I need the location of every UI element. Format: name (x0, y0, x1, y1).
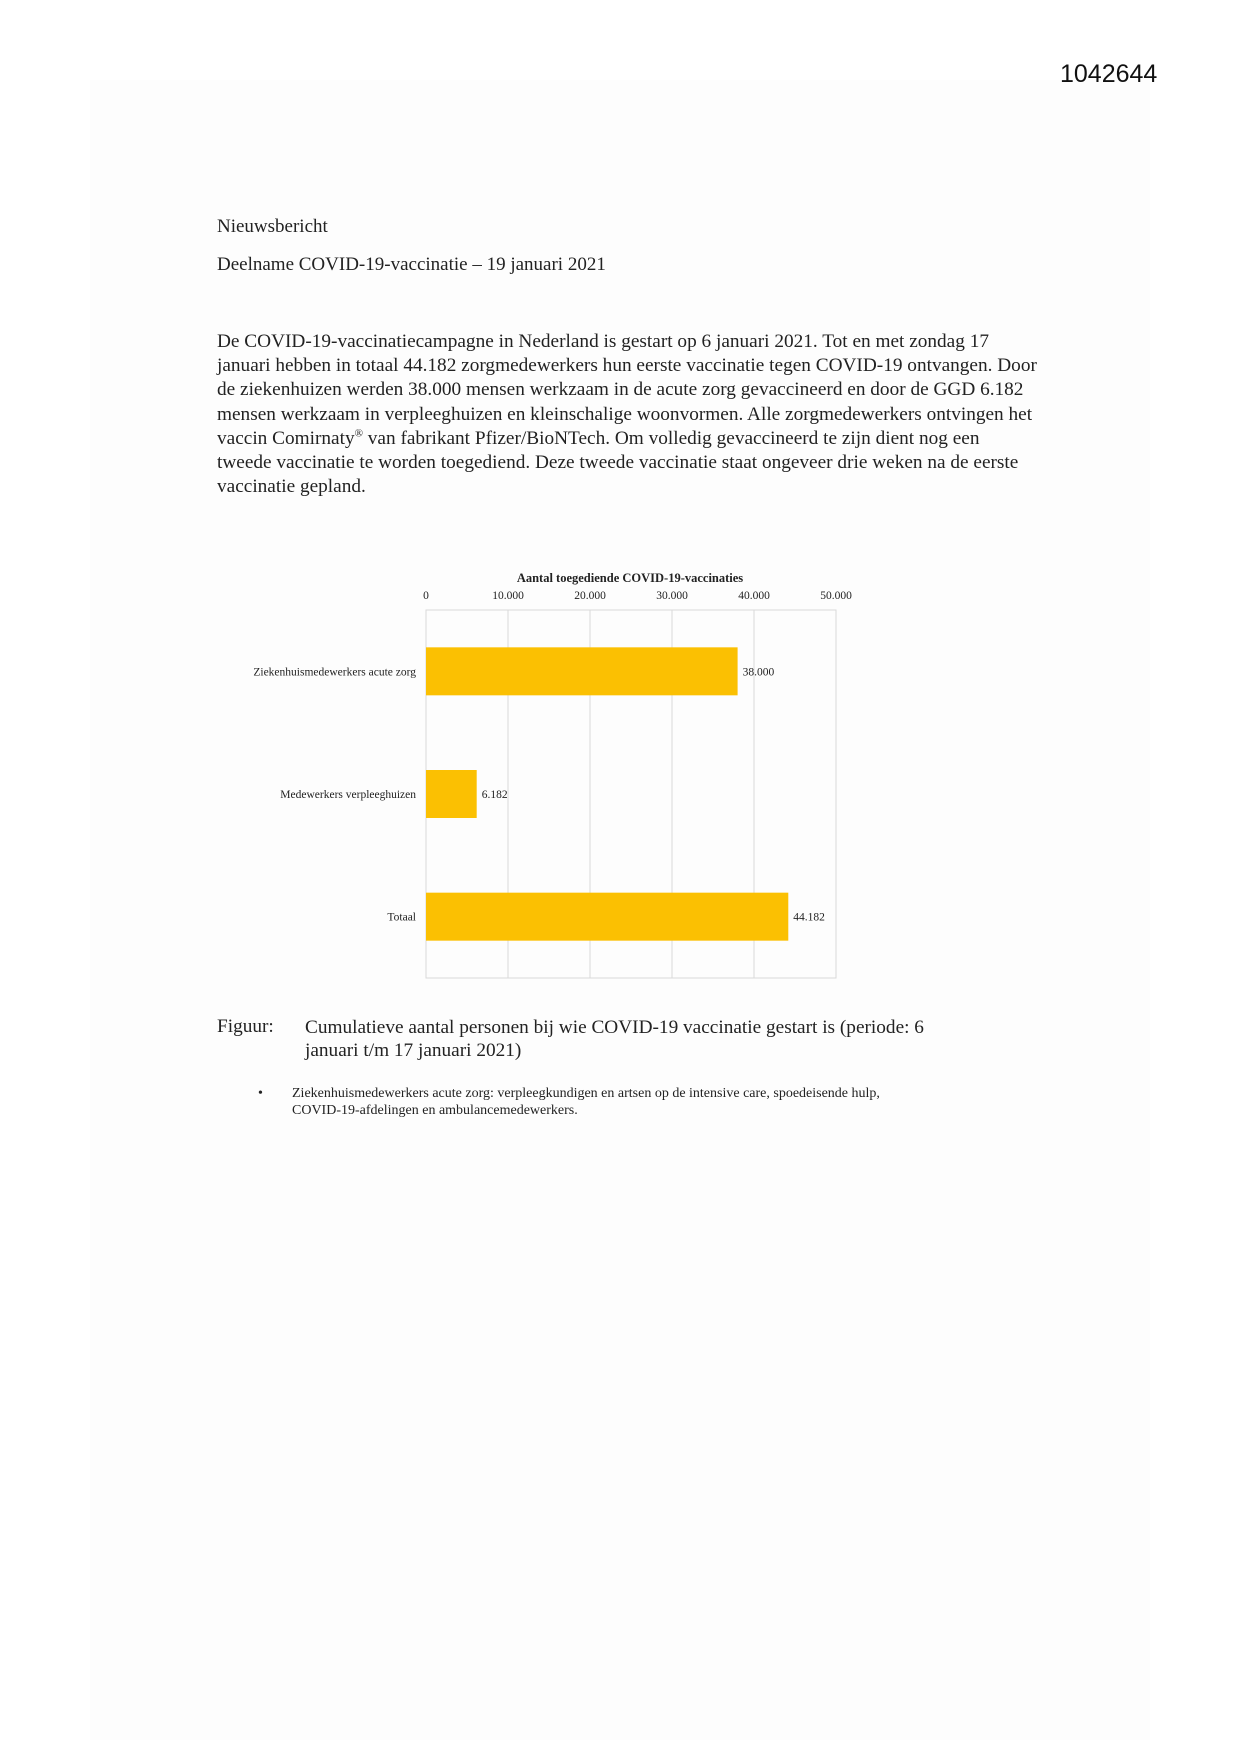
body-paragraph (217, 330, 1037, 499)
category-label: Totaal (387, 911, 416, 924)
document-id: 1042644 (1060, 60, 1158, 88)
bar (426, 647, 738, 695)
data-label: 6.182 (481, 789, 508, 801)
bar (426, 770, 477, 818)
body-paragraph-part2: van fabrikant Pfizer/BioNTech. Om volledig gevaccineerd te zijn dient nog een tweede vaccinatie te worden toegediend. Deze tweede vaccinatie staat ongeveer drie weken na de eerste vaccinatie gepland. (217, 427, 1019, 498)
chart-title: Aantal toegediende COVID-19-vaccinaties (516, 571, 744, 585)
x-tick-label: 40.000 (738, 590, 770, 602)
x-tick-label: 0 (423, 590, 429, 602)
x-tick-label: 50.000 (820, 590, 852, 602)
bar (426, 893, 788, 941)
category-label: Medewerkers verpleeghuizen (280, 789, 416, 801)
news-label: Nieuwsbericht (217, 216, 328, 237)
x-tick-label: 30.000 (656, 590, 688, 602)
data-label: 44.182 (793, 911, 825, 924)
figure-caption-label: Figuur: (217, 1016, 274, 1037)
list-bullet: • (258, 1086, 263, 1101)
category-label: Ziekenhuismedewerkers acute zorg (253, 666, 416, 679)
page-title: Deelname COVID-19-vaccinatie – 19 januari 2021 (217, 254, 606, 275)
registered-mark: ® (354, 427, 363, 440)
x-tick-label: 10.000 (492, 590, 524, 602)
data-label: 38.000 (742, 666, 775, 679)
x-tick-label: 20.000 (574, 590, 606, 602)
figure-caption-text: Cumulatieve aantal personen bij wie COVID-19 vaccinatie gestart is (periode: 6 januari t/m 17 januari 2021) (305, 1017, 924, 1061)
body-paragraph-part1: De COVID-19-vaccinatiecampagne in Nederland is gestart op 6 januari 2021. Tot en met zondag 17 januari hebben in totaal 44.182 zorgmedewerkers hun eerste vaccinatie tegen COVID-19 ontvangen. Door de ziekenhuizen werden 38.000 mensen werkzaam in de acute zorg gevaccineerd en door de GGD 6.182 mensen werkzaam in verpleeghuizen en kleinschalige woonvormen. Alle zorgmedewerkers ontvingen het vaccin Comirnaty (217, 331, 1037, 449)
footnote-item: Ziekenhuismedewerkers acute zorg: verpleegkundigen en artsen op de intensive care, spoedeisende hulp, COVID-19-afdelingen en ambulancemedewerkers. (292, 1086, 880, 1118)
